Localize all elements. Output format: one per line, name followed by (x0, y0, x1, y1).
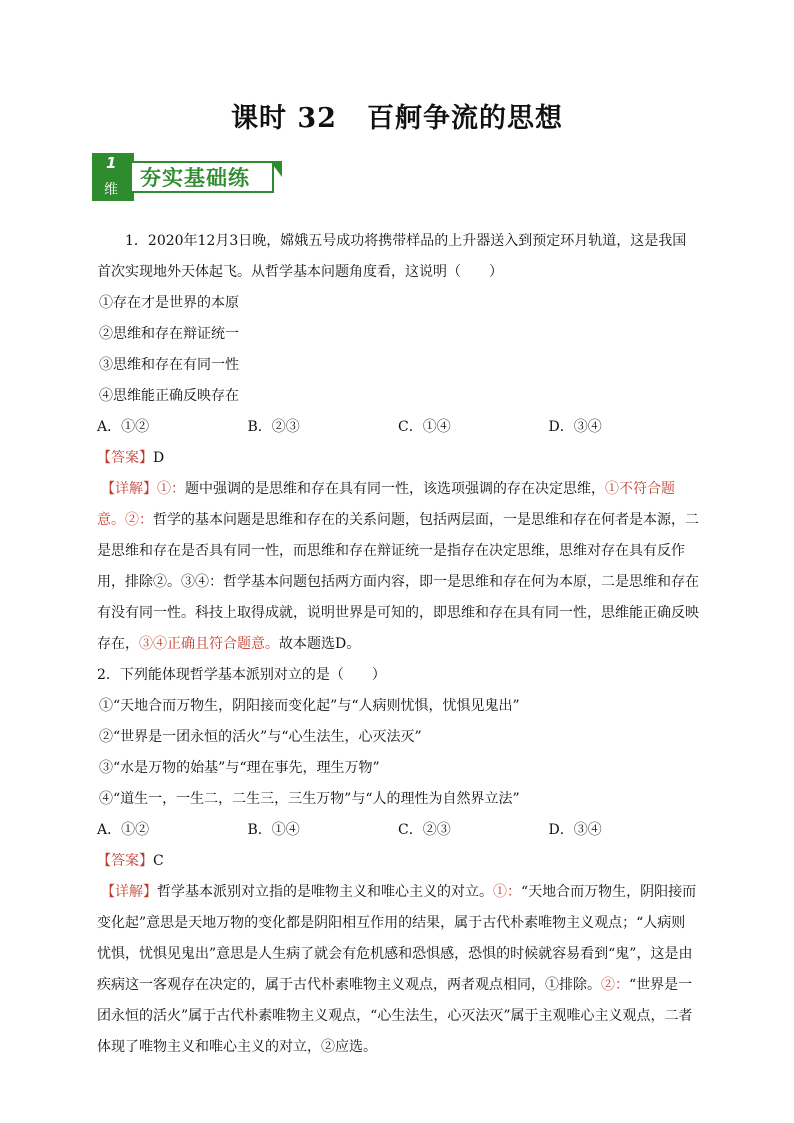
q2-choice-c: C．②③ (398, 822, 451, 838)
title-lesson: 课时 32 (231, 103, 337, 134)
page-title (0, 96, 794, 135)
q1-answer-tag: 【答案】 (97, 450, 153, 466)
q1-option-1: ①存在才是世界的本原 (99, 295, 239, 311)
section-title: 夯实基础练 (140, 166, 250, 190)
q1-option-4: ④思维能正确反映存在 (99, 388, 239, 404)
q1-choices (97, 412, 699, 443)
content (97, 226, 699, 1063)
q1-option-3: ③思维和存在有同一性 (99, 357, 239, 373)
q2-option-2: ②“世界是一团永恒的活火”与“心生法生，心灭法灭” (99, 729, 422, 745)
q1-stem: 1．2020年12月3日晚，嫦娥五号成功将携带样品的上升器送入到预定环月轨道，这是我国首次实现地外天体起飞。从哲学基本问题角度看，这说明（ ） (97, 233, 687, 280)
q2-answer-value: C (153, 853, 164, 869)
q2-stem: 2．下列能体现哲学基本派别对立的是（ ） (97, 667, 386, 683)
q2-explanation: 【详解】哲学基本派别对立指的是唯物主义和唯心主义的对立。①：“天地合而万物生，阴阳接而变化起”意思是天地万物的变化都是阴阳相互作用的结果，属于古代朴素唯物主义观点；“人病则忧惧，忧惧见鬼出”意思是人生病了就会有危机感和恐惧感，恐惧的时候就容易看到“鬼”，这是由疾病这一客观存在决定的，属于古代朴素唯物主义观点，两者观点相同，①排除。②：“世界是一团永恒的活火”属于古代朴素唯物主义观点，“心生法生，心灭法灭”属于主观唯心主义观点，二者体现了唯物主义和唯心主义的对立，②应选。 (97, 884, 697, 1055)
q2-choice-b: B．①④ (247, 822, 300, 838)
q2-exp-tag: 【详解】 (101, 884, 157, 900)
section-badge (92, 153, 134, 201)
section-title-bar (132, 161, 274, 193)
badge-number: 1 (106, 154, 117, 172)
q2-option-4: ④“道生一，一生二，二生三，三生万物”与“人的理性为自然界立法” (99, 791, 520, 807)
section-banner (92, 153, 288, 201)
banner-arrow-icon (270, 161, 282, 177)
q1-explanation: 【详解】①：题中强调的是思维和存在具有同一性，该选项强调的存在决定思维，①不符合题意。②：哲学的基本问题是思维和存在的关系问题，包括两层面，一是思维和存在何者是本源，二是思维和存在是否具有同一性，而思维和存在辩证统一是指存在决定思维，思维对存在具有反作用，排除②。③④：哲学基本问题包括两方面内容，即一是思维和存在何为本原，二是思维和存在有没有同一性。科技上取得成就，说明世界是可知的，即思维和存在具有同一性，思维能正确反映存在，③④正确且符合题意。故本题选D。 (97, 481, 699, 652)
q2-answer-tag: 【答案】 (97, 853, 153, 869)
q1-choice-d: D．③④ (548, 419, 602, 435)
q2-choice-d: D．③④ (548, 822, 602, 838)
q2-choices (97, 815, 699, 846)
q1-choice-c: C．①④ (398, 419, 451, 435)
badge-label: 维 (104, 182, 118, 198)
q2-option-3: ③“水是万物的始基”与“理在事先，理生万物” (99, 760, 380, 776)
q1-option-2: ②思维和存在辩证统一 (99, 326, 239, 342)
q1-choice-a: A．①② (97, 419, 150, 435)
q1-answer (97, 443, 699, 474)
q1-answer-value: D (153, 450, 165, 466)
q2-answer (97, 846, 699, 877)
q1-choice-b: B．②③ (247, 419, 300, 435)
q2-option-1: ①“天地合而万物生，阴阳接而变化起”与“人病则忧惧，忧惧见鬼出” (99, 698, 520, 714)
title-topic: 百舸争流的思想 (366, 103, 563, 134)
q1-exp-tag: 【详解】 (101, 481, 157, 497)
q2-choice-a: A．①② (97, 822, 150, 838)
